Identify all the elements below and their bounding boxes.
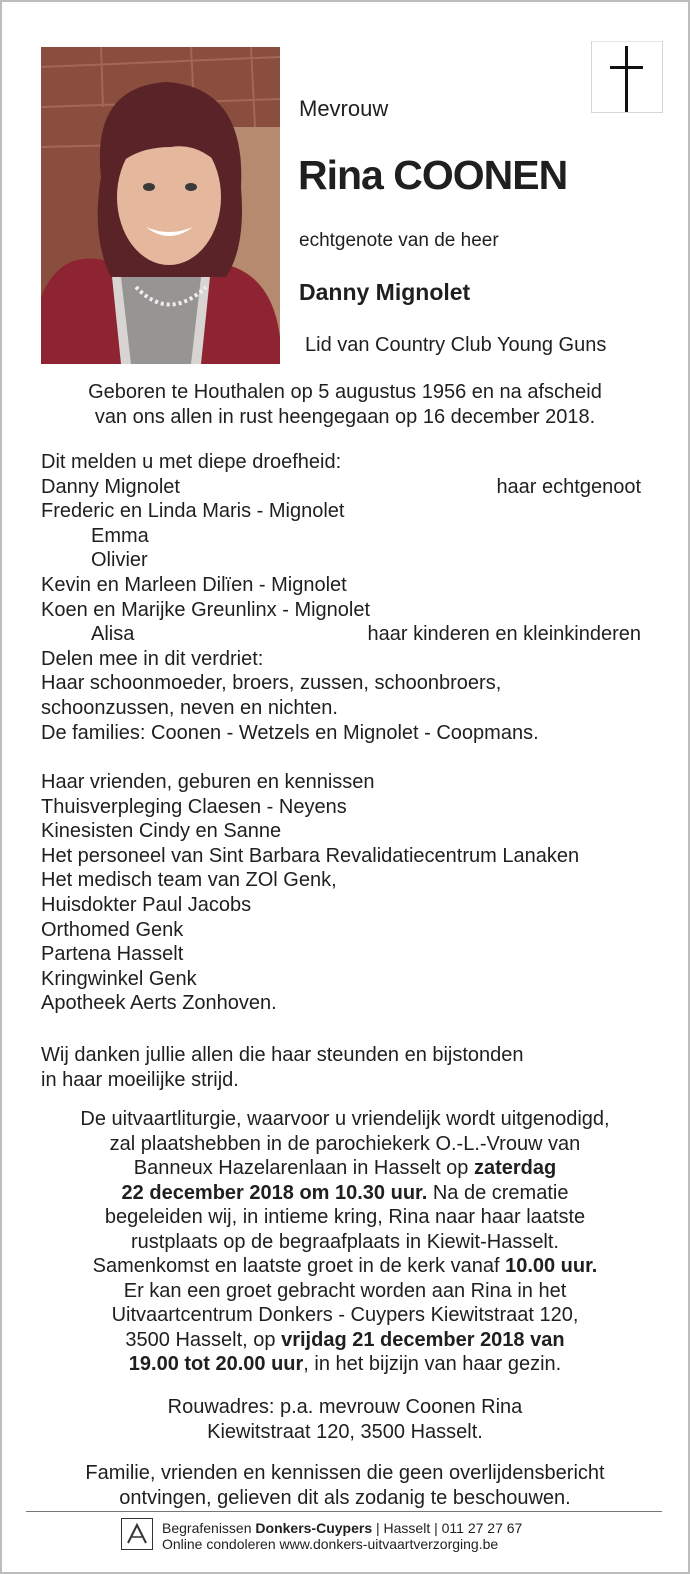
list-item: Emma <box>91 524 149 547</box>
funeral-home-logo <box>121 1518 153 1550</box>
thanks-line: in haar moeilijke strijd. <box>41 1068 239 1091</box>
list-item: Thuisverpleging Claesen - Neyens <box>41 795 347 818</box>
funeral-line: 3500 Hasselt, op vrijdag 21 december 2018 van <box>125 1328 565 1351</box>
salutation: Mevrouw <box>299 96 389 121</box>
funeral-line: De uitvaartliturgie, waarvoor u vriendelijk wordt uitgenodigd, <box>80 1108 610 1130</box>
funeral-line: Er kan een groet gebracht worden aan Rina in het <box>123 1279 567 1302</box>
list-item: Huisdokter Paul Jacobs <box>41 893 252 916</box>
list-item: Dit melden u met diepe droefheid: <box>41 451 342 473</box>
deceased-name: Rina COONEN <box>298 152 568 198</box>
funeral-line: Uitvaartcentrum Donkers - Cuypers Kiewitstraat 120, <box>111 1304 579 1326</box>
thanks-text <box>41 1043 661 1092</box>
spouse-intro: echtgenote van de heer <box>299 230 499 251</box>
list-item: Delen mee in dit verdriet: <box>41 647 264 670</box>
notice-line: Familie, vrienden en kennissen die geen overlijdensbericht <box>85 1462 605 1484</box>
funeral-line: begeleiden wij, in intieme kring, Rina naar haar laatste <box>104 1206 586 1228</box>
address-text <box>20 1395 670 1444</box>
funeral-line: Banneux Hazelarenlaan in Hasselt op zaterdag <box>133 1157 557 1179</box>
funeral-line: Samenkomst en laatste groet in de kerk vanaf 10.00 uur. <box>92 1255 598 1277</box>
list-item: Haar vrienden, geburen en kennissen <box>41 771 375 793</box>
list-item: Het personeel van Sint Barbara Revalidatiecentrum Lanaken <box>41 844 580 867</box>
membership: Lid van Country Club Young Guns <box>305 334 607 356</box>
cross-icon <box>591 41 663 113</box>
footer-divider <box>26 1511 662 1512</box>
notice-line: ontvingen, gelieven dit als zodanig te beschouwen. <box>119 1486 571 1509</box>
thanks-line: Wij danken jullie allen die haar steunden en bijstonden <box>41 1044 524 1066</box>
spouse-name: Danny Mignolet <box>299 279 471 305</box>
address-line: Kiewitstraat 120, 3500 Hasselt. <box>207 1420 483 1443</box>
list-item: Partena Hasselt <box>41 943 184 966</box>
list-item: schoonzussen, neven en nichten. <box>41 696 338 719</box>
friends-list <box>41 770 661 1016</box>
list-item: Kringwinkel Genk <box>41 967 197 990</box>
list-item: Alisa haar kinderen en kleinkinderen <box>91 623 641 646</box>
list-item: Het medisch team van ZOl Genk, <box>41 869 337 892</box>
list-item: Danny Mignolet haar echtgenoot <box>41 475 641 498</box>
list-item: Haar schoonmoeder, broers, zussen, schoonbroers, <box>41 672 502 695</box>
address-line: Rouwadres: p.a. mevrouw Coonen Rina <box>167 1396 523 1418</box>
list-item: Orthomed Genk <box>41 918 184 941</box>
list-item: De families: Coonen - Wetzels en Mignolet - Coopmans. <box>41 721 539 744</box>
list-item: Kinesisten Cindy en Sanne <box>41 820 282 843</box>
list-item: Olivier <box>91 549 148 572</box>
portrait-photo <box>41 47 280 364</box>
footer-website[interactable]: Online condoleren www.donkers-uitvaartverzorging.be <box>162 1536 499 1552</box>
funeral-line: 19.00 tot 20.00 uur, in het bijzijn van haar gezin. <box>128 1353 562 1375</box>
birth-line: Geboren te Houthalen op 5 augustus 1956 en na afscheid <box>88 381 602 403</box>
funeral-line: zal plaatshebben in de parochiekerk O.-L.-Vrouw van <box>109 1132 581 1155</box>
death-line: van ons allen in rust heengegaan op 16 december 2018. <box>94 405 596 428</box>
funeral-details <box>20 1107 670 1377</box>
birth-death-text <box>20 380 670 429</box>
funeral-line: 22 december 2018 om 10.30 uur. Na de crematie <box>121 1181 569 1204</box>
notice-text <box>20 1461 670 1510</box>
footer-line-1: Begrafenissen Donkers-Cuypers | Hasselt | 011 27 27 67 <box>162 1520 523 1536</box>
list-item: Apotheek Aerts Zonhoven. <box>41 992 277 1015</box>
list-item: Kevin en Marleen Dilïen - Mignolet <box>41 573 347 596</box>
funeral-line: rustplaats op de begraafplaats in Kiewit-Hasselt. <box>130 1230 559 1253</box>
mourners-list <box>41 450 641 745</box>
list-item: Koen en Marijke Greunlinx - Mignolet <box>41 598 371 621</box>
list-item: Frederic en Linda Maris - Mignolet <box>41 500 345 523</box>
